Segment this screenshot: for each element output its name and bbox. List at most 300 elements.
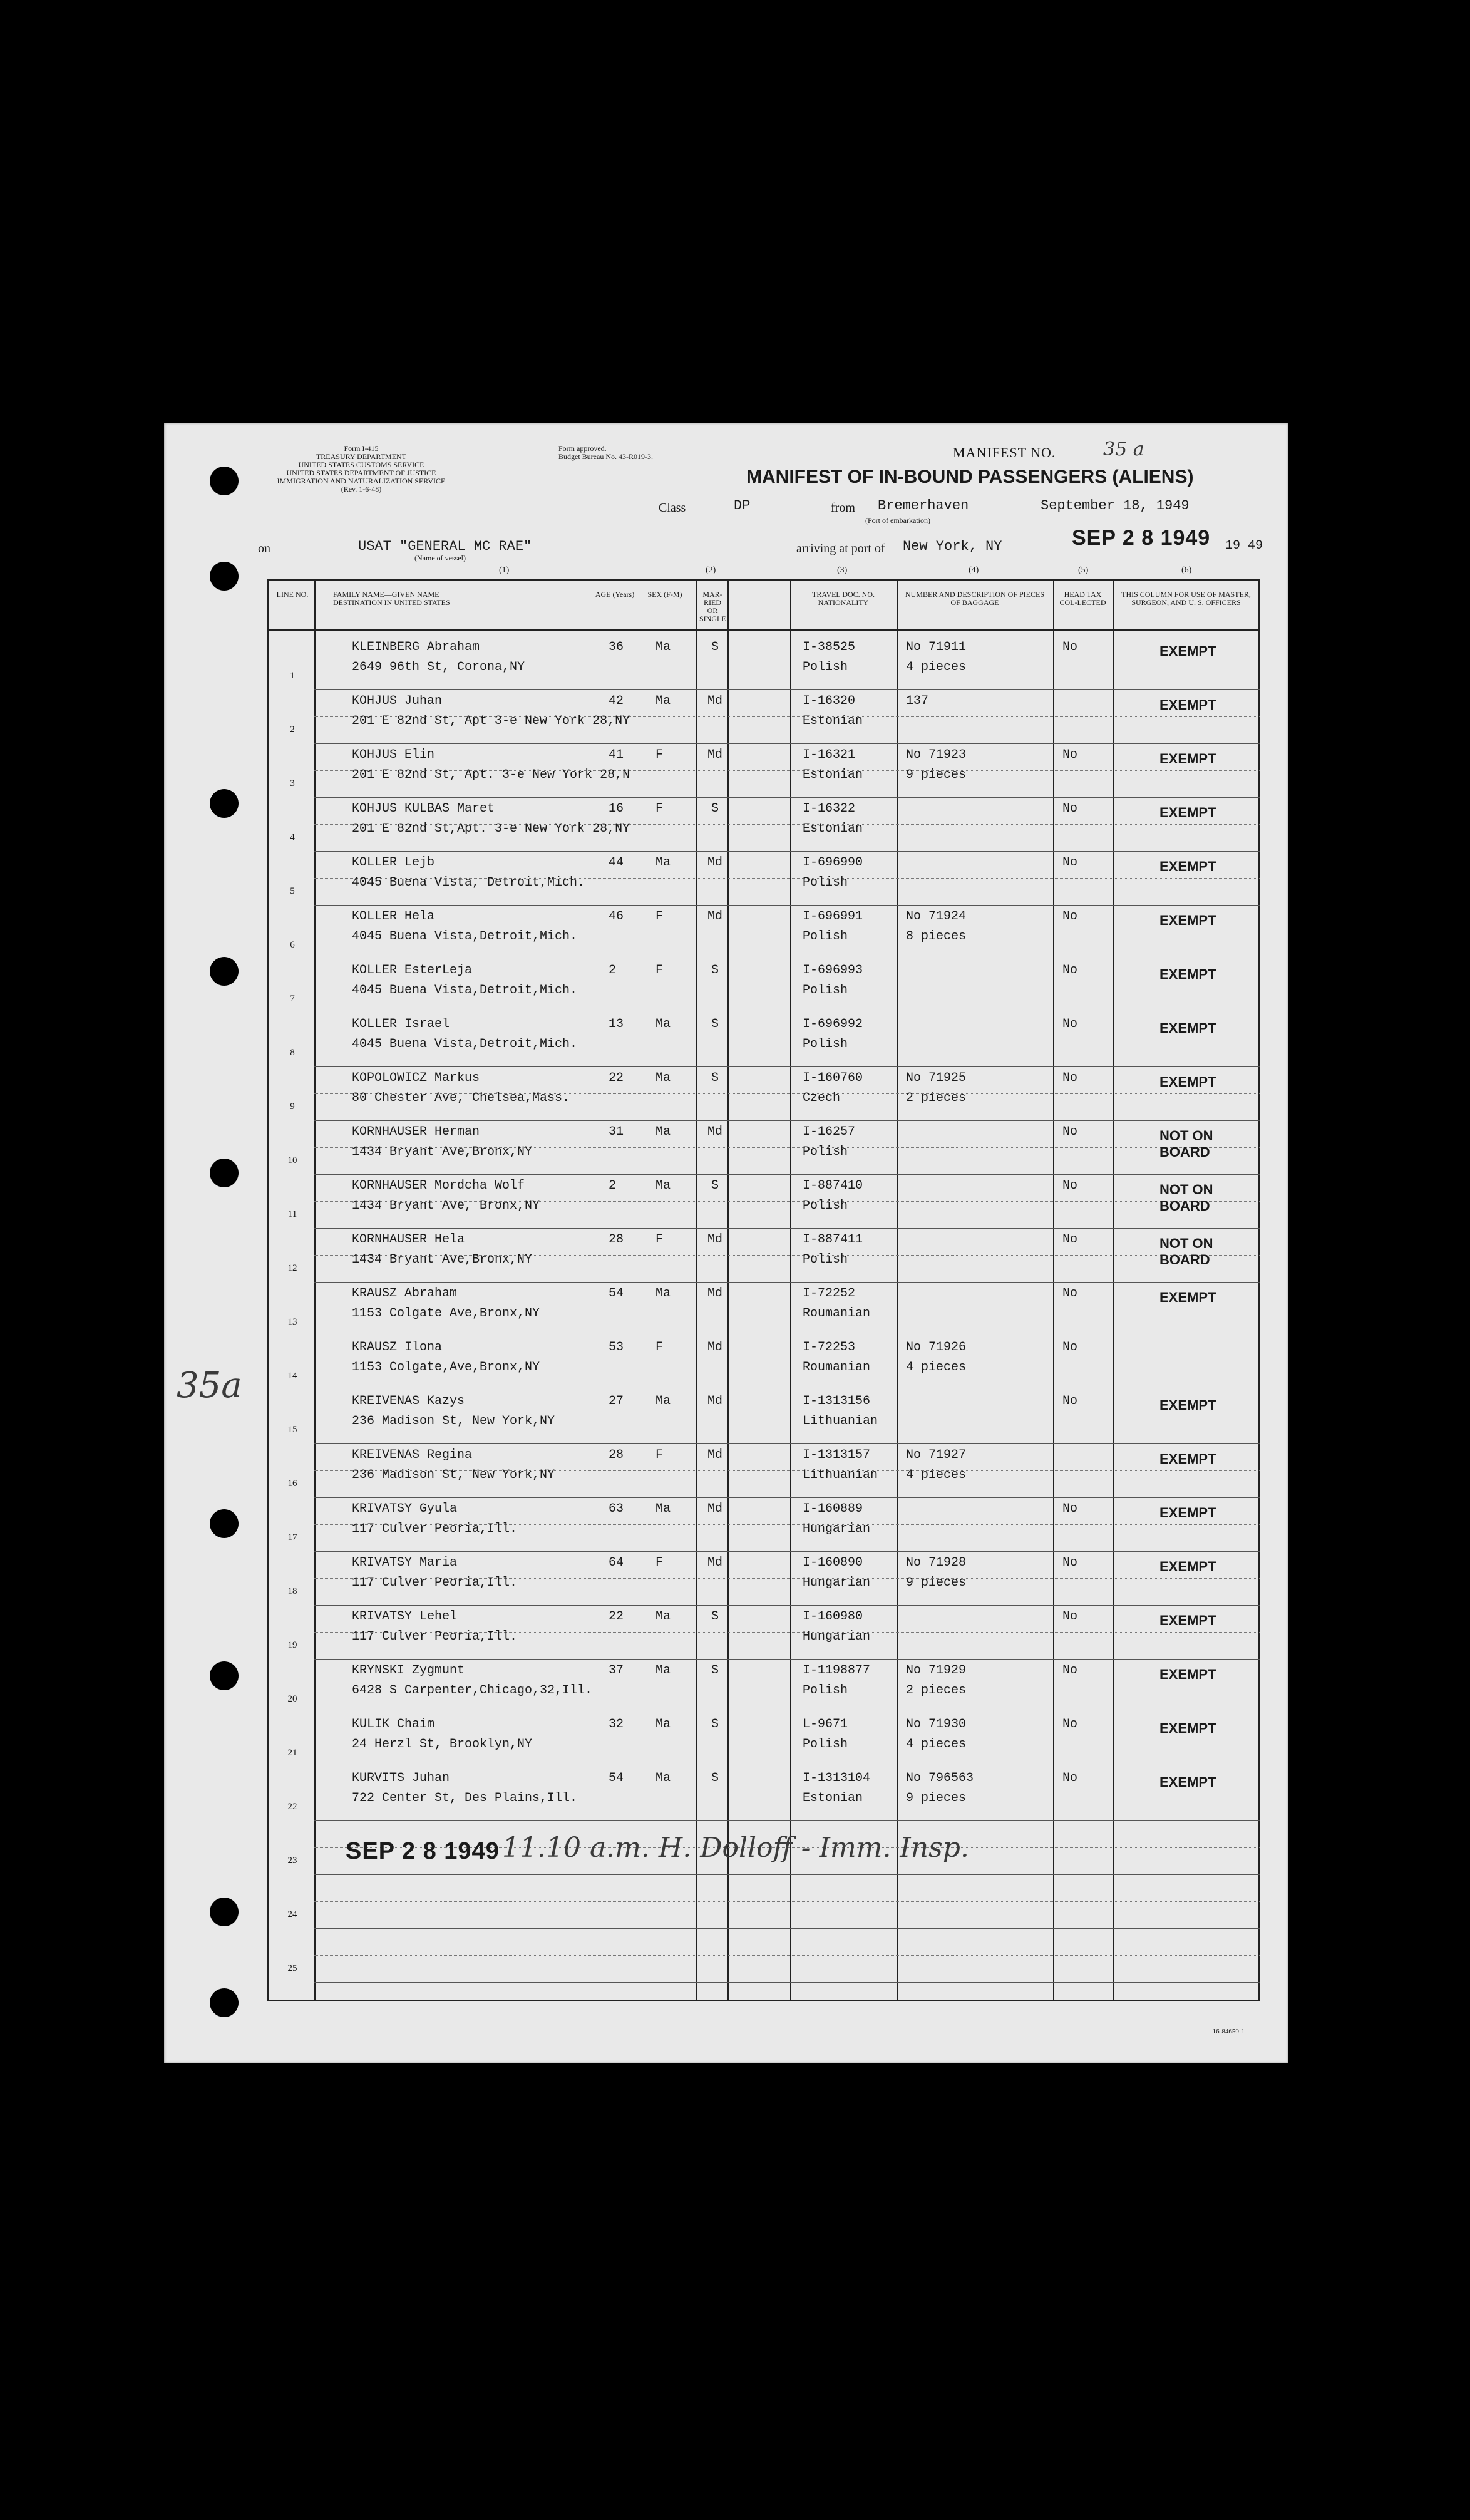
head-tax: No <box>1062 1232 1078 1247</box>
officer-note: EXEMPT <box>1159 751 1216 767</box>
column-header-sex: SEX (F-M) <box>647 590 682 599</box>
travel-doc-no: I-1313156 <box>803 1394 871 1408</box>
passenger-sex: Ma <box>655 1017 671 1031</box>
passenger-sex: Ma <box>655 1502 671 1516</box>
baggage-number: No 71927 <box>906 1448 967 1462</box>
manifest-page <box>164 423 1288 2063</box>
passenger-sex: F <box>655 909 664 924</box>
passenger-age: 54 <box>609 1286 624 1301</box>
approval-line-2: Budget Bureau No. 43-R019-3. <box>558 452 653 461</box>
column-number: (5) <box>1078 565 1089 575</box>
passenger-name: KURVITS Juhan <box>352 1771 450 1785</box>
nationality: Roumanian <box>803 1306 871 1321</box>
passenger-sex: Ma <box>655 1179 671 1193</box>
passenger-destination: 236 Madison St, New York,NY <box>352 1414 555 1428</box>
baggage-number: No 71929 <box>906 1663 967 1678</box>
head-tax: No <box>1062 855 1078 870</box>
passenger-sex: Ma <box>655 1125 671 1139</box>
marital-status: Md <box>707 1448 722 1462</box>
passenger-destination: 201 E 82nd St, Apt. 3-e New York 28,N <box>352 768 630 782</box>
line-number: 8 <box>290 1048 295 1058</box>
passenger-name: KORNHAUSER Hela <box>352 1232 465 1247</box>
nationality: Polish <box>803 875 848 890</box>
row-divider <box>314 851 1260 852</box>
nationality: Polish <box>803 929 848 944</box>
line-number: 2 <box>290 725 295 735</box>
nationality: Lithuanian <box>803 1414 878 1428</box>
marital-status: S <box>711 1609 719 1624</box>
passenger-destination: 2649 96th St, Corona,NY <box>352 660 525 674</box>
passenger-sex: Ma <box>655 640 671 654</box>
passenger-destination: 24 Herzl St, Brooklyn,NY <box>352 1737 533 1752</box>
punch-hole <box>210 1898 239 1926</box>
class-value: DP <box>734 498 751 514</box>
passenger-sex: F <box>655 1232 664 1247</box>
passenger-destination: 236 Madison St, New York,NY <box>352 1468 555 1482</box>
column-header-name: FAMILY NAME—GIVEN NAME DESTINATION IN UNITED STATES <box>333 590 450 607</box>
nationality: Czech <box>803 1091 841 1105</box>
passenger-destination: 4045 Buena Vista,Detroit,Mich. <box>352 929 578 944</box>
passenger-name: KLEINBERG Abraham <box>352 640 480 654</box>
passenger-name: KOLLER Hela <box>352 909 435 924</box>
head-tax: No <box>1062 1286 1078 1301</box>
baggage-pieces: 4 pieces <box>906 660 967 674</box>
officer-note: EXEMPT <box>1159 1397 1216 1413</box>
officer-note: NOT ON BOARD <box>1159 1128 1213 1160</box>
officer-note: EXEMPT <box>1159 1074 1216 1090</box>
marital-status: S <box>711 802 719 816</box>
officer-note: EXEMPT <box>1159 1020 1216 1036</box>
nationality: Lithuanian <box>803 1468 878 1482</box>
passenger-age: 28 <box>609 1448 624 1462</box>
head-tax: No <box>1062 748 1078 762</box>
officer-note: EXEMPT <box>1159 859 1216 874</box>
passenger-sex: Ma <box>655 1771 671 1785</box>
passenger-name: KORNHAUSER Mordcha Wolf <box>352 1179 525 1193</box>
head-tax: No <box>1062 640 1078 654</box>
class-label: Class <box>659 501 686 515</box>
line-number: 11 <box>287 1209 297 1219</box>
baggage-number: 137 <box>906 694 929 708</box>
officer-note: EXEMPT <box>1159 1451 1216 1467</box>
travel-doc-no: I-1313157 <box>803 1448 871 1462</box>
passenger-sex: F <box>655 963 664 978</box>
dept-line-1: TREASURY DEPARTMENT <box>316 452 407 461</box>
head-tax: No <box>1062 963 1078 978</box>
line-number: 4 <box>290 832 295 842</box>
line-number: 18 <box>287 1586 297 1596</box>
nationality: Polish <box>803 983 848 998</box>
baggage-pieces: 9 pieces <box>906 1576 967 1590</box>
travel-doc-no: I-160760 <box>803 1071 863 1085</box>
marital-status: S <box>711 1717 719 1732</box>
passenger-age: 16 <box>609 802 624 816</box>
marital-status: Md <box>707 1502 722 1516</box>
column-header-line: LINE NO. <box>276 590 309 599</box>
head-tax: No <box>1062 1071 1078 1085</box>
arrival-port: New York, NY <box>903 539 1002 554</box>
nationality: Polish <box>803 1683 848 1698</box>
head-tax: No <box>1062 1340 1078 1355</box>
officer-note: EXEMPT <box>1159 966 1216 982</box>
margin-note: 35a <box>177 1365 242 1406</box>
port-caption: (Port of embarkation) <box>865 516 930 525</box>
officer-note: EXEMPT <box>1159 1505 1216 1521</box>
passenger-sex: F <box>655 748 664 762</box>
officer-note: EXEMPT <box>1159 643 1216 659</box>
line-number: 21 <box>287 1748 297 1758</box>
nationality: Estonian <box>803 822 863 836</box>
passenger-name: KREIVENAS Kazys <box>352 1394 465 1408</box>
line-number: 15 <box>287 1425 297 1435</box>
column-number: (4) <box>969 565 979 575</box>
travel-doc-no: I-160890 <box>803 1556 863 1570</box>
column-number: (6) <box>1181 565 1192 575</box>
officer-note: EXEMPT <box>1159 697 1216 713</box>
passenger-name: KOPOLOWICZ Markus <box>352 1071 480 1085</box>
travel-doc-no: I-38525 <box>803 640 856 654</box>
row-divider <box>314 1551 1260 1552</box>
manifest-label: MANIFEST NO. <box>953 445 1056 460</box>
line-number: 17 <box>287 1532 297 1542</box>
officer-note: EXEMPT <box>1159 1613 1216 1628</box>
officer-note: EXEMPT <box>1159 805 1216 820</box>
travel-doc-no: I-160889 <box>803 1502 863 1516</box>
passenger-age: 22 <box>609 1609 624 1624</box>
line-number: 19 <box>287 1640 297 1650</box>
inspection-date-stamp: SEP 2 8 1949 <box>346 1838 500 1864</box>
row-divider <box>314 1228 1260 1229</box>
line-number: 1 <box>290 671 295 681</box>
row-divider <box>314 1066 1260 1067</box>
column-header-headtax: HEAD TAX COL-LECTED <box>1059 590 1106 607</box>
head-tax: No <box>1062 802 1078 816</box>
passenger-destination: 117 Culver Peoria,Ill. <box>352 1629 518 1644</box>
passenger-age: 44 <box>609 855 624 870</box>
travel-doc-no: I-72252 <box>803 1286 856 1301</box>
baggage-pieces: 4 pieces <box>906 1737 967 1752</box>
travel-doc-no: I-16257 <box>803 1125 856 1139</box>
arriving-label: arriving at port of <box>796 542 885 555</box>
passenger-name: KOHJUS Elin <box>352 748 435 762</box>
passenger-destination: 4045 Buena Vista, Detroit,Mich. <box>352 875 585 890</box>
passenger-sex: Ma <box>655 694 671 708</box>
line-number: 22 <box>287 1802 297 1812</box>
line-number: 10 <box>287 1155 297 1165</box>
passenger-name: KOLLER EsterLeja <box>352 963 473 978</box>
passenger-destination: 201 E 82nd St,Apt. 3-e New York 28,NY <box>352 822 630 836</box>
marital-status: S <box>711 963 719 978</box>
passenger-age: 46 <box>609 909 624 924</box>
passenger-age: 37 <box>609 1663 624 1678</box>
line-number: 23 <box>287 1856 297 1866</box>
form-id: Form I-415 <box>344 444 379 453</box>
row-divider <box>314 1928 1260 1929</box>
page-title: MANIFEST OF IN-BOUND PASSENGERS (ALIENS) <box>746 467 1194 487</box>
passenger-sex: Ma <box>655 1286 671 1301</box>
head-tax: No <box>1062 1771 1078 1785</box>
travel-doc-no: I-887411 <box>803 1232 863 1247</box>
marital-status: S <box>711 640 719 654</box>
marital-status: Md <box>707 909 722 924</box>
line-number: 6 <box>290 940 295 950</box>
nationality: Estonian <box>803 1791 863 1805</box>
passenger-destination: 201 E 82nd St, Apt 3-e New York 28,NY <box>352 714 630 728</box>
marital-status: Md <box>707 1556 722 1570</box>
passenger-sex: Ma <box>655 1609 671 1624</box>
passenger-age: 41 <box>609 748 624 762</box>
baggage-number: No 71930 <box>906 1717 967 1732</box>
line-number: 7 <box>290 994 295 1004</box>
passenger-destination: 117 Culver Peoria,Ill. <box>352 1522 518 1536</box>
officer-note: EXEMPT <box>1159 1720 1216 1736</box>
arrival-date-stamp: SEP 2 8 1949 <box>1072 526 1211 550</box>
passenger-name: KREIVENAS Regina <box>352 1448 473 1462</box>
travel-doc-no: I-16322 <box>803 802 856 816</box>
travel-doc-no: I-72253 <box>803 1340 856 1355</box>
passenger-destination: 1434 Bryant Ave,Bronx,NY <box>352 1145 533 1159</box>
passenger-name: KORNHAUSER Herman <box>352 1125 480 1139</box>
marital-status: S <box>711 1663 719 1678</box>
passenger-destination: 1153 Colgate Ave,Bronx,NY <box>352 1306 540 1321</box>
passenger-destination: 1434 Bryant Ave,Bronx,NY <box>352 1252 533 1267</box>
footer-code: 16-84650-1 <box>1212 2028 1245 2035</box>
passenger-age: 32 <box>609 1717 624 1732</box>
officer-note: EXEMPT <box>1159 1289 1216 1305</box>
officer-note: EXEMPT <box>1159 912 1216 928</box>
passenger-age: 13 <box>609 1017 624 1031</box>
revision: (Rev. 1-6-48) <box>341 485 382 493</box>
line-number: 3 <box>290 778 295 788</box>
marital-status: Md <box>707 855 722 870</box>
punch-hole <box>210 957 239 986</box>
head-tax: No <box>1062 1017 1078 1031</box>
passenger-age: 28 <box>609 1232 624 1247</box>
marital-status: S <box>711 1071 719 1085</box>
column-header-officers: THIS COLUMN FOR USE OF MASTER, SURGEON, AND U. S. OFFICERS <box>1121 590 1251 607</box>
baggage-pieces: 4 pieces <box>906 1468 967 1482</box>
officer-note: EXEMPT <box>1159 1559 1216 1574</box>
officer-note: NOT ON BOARD <box>1159 1236 1213 1268</box>
passenger-age: 63 <box>609 1502 624 1516</box>
manifest-number: 35 a <box>1103 438 1144 460</box>
passenger-sex: Ma <box>655 1663 671 1678</box>
travel-doc-no: I-1313104 <box>803 1771 871 1785</box>
nationality: Estonian <box>803 768 863 782</box>
head-tax: No <box>1062 1125 1078 1139</box>
travel-doc-no: I-16320 <box>803 694 856 708</box>
marital-status: S <box>711 1179 719 1193</box>
passenger-name: KRAUSZ Abraham <box>352 1286 458 1301</box>
approval-line-1: Form approved. <box>558 444 607 453</box>
passenger-name: KRIVATSY Gyula <box>352 1502 458 1516</box>
nationality: Hungarian <box>803 1576 871 1590</box>
travel-doc-no: I-887410 <box>803 1179 863 1193</box>
vessel-name: USAT "GENERAL MC RAE" <box>358 539 532 554</box>
nationality: Hungarian <box>803 1629 871 1644</box>
on-label: on <box>258 542 270 555</box>
officer-note: EXEMPT <box>1159 1774 1216 1790</box>
passenger-name: KRIVATSY Maria <box>352 1556 458 1570</box>
passenger-sex: Ma <box>655 855 671 870</box>
line-number: 14 <box>287 1371 297 1381</box>
inspector-signature: 11.10 a.m. H. Dolloff - Imm. Insp. <box>502 1832 969 1864</box>
head-tax: No <box>1062 1502 1078 1516</box>
line-number: 13 <box>287 1317 297 1327</box>
marital-status: S <box>711 1017 719 1031</box>
row-divider <box>314 1497 1260 1498</box>
nationality: Polish <box>803 1199 848 1213</box>
vessel-caption: (Name of vessel) <box>414 554 466 562</box>
from-label: from <box>831 501 855 515</box>
line-number: 5 <box>290 886 295 896</box>
baggage-number: No 71911 <box>906 640 967 654</box>
baggage-pieces: 2 pieces <box>906 1683 967 1698</box>
justice-line-1: UNITED STATES DEPARTMENT OF JUSTICE <box>286 468 436 477</box>
passenger-age: 53 <box>609 1340 624 1355</box>
travel-doc-no: I-696990 <box>803 855 863 870</box>
baggage-number: No 71924 <box>906 909 967 924</box>
officer-note: EXEMPT <box>1159 1666 1216 1682</box>
row-divider <box>314 1120 1260 1121</box>
passenger-sex: F <box>655 1340 664 1355</box>
passenger-sex: Ma <box>655 1071 671 1085</box>
travel-doc-no: I-696993 <box>803 963 863 978</box>
column-header-married: MAR-RIED OR SINGLE <box>699 590 726 623</box>
baggage-pieces: 2 pieces <box>906 1091 967 1105</box>
nationality: Roumanian <box>803 1360 871 1375</box>
row-divider <box>314 1443 1260 1444</box>
line-number: 12 <box>287 1263 297 1273</box>
baggage-number: No 71928 <box>906 1556 967 1570</box>
nationality: Polish <box>803 1037 848 1051</box>
punch-hole <box>210 1509 239 1538</box>
marital-status: Md <box>707 748 722 762</box>
travel-doc-no: I-696991 <box>803 909 863 924</box>
embarkation-date: September 18, 1949 <box>1041 498 1190 514</box>
column-number: (3) <box>837 565 848 575</box>
baggage-number: No 796563 <box>906 1771 974 1785</box>
passenger-age: 22 <box>609 1071 624 1085</box>
passenger-destination: 1434 Bryant Ave, Bronx,NY <box>352 1199 540 1213</box>
line-number: 20 <box>287 1694 297 1704</box>
passenger-name: KOHJUS Juhan <box>352 694 443 708</box>
nationality: Polish <box>803 660 848 674</box>
punch-hole <box>210 467 239 495</box>
column-header-age: AGE (Years) <box>595 590 635 599</box>
travel-doc-no: I-696992 <box>803 1017 863 1031</box>
travel-doc-no: L-9671 <box>803 1717 848 1732</box>
row-divider <box>314 1874 1260 1875</box>
passenger-age: 27 <box>609 1394 624 1408</box>
dept-line-2: UNITED STATES CUSTOMS SERVICE <box>298 460 424 469</box>
line-number: 9 <box>290 1102 295 1112</box>
row-divider <box>314 905 1260 906</box>
nationality: Polish <box>803 1145 848 1159</box>
column-header-travel: TRAVEL DOC. NO. NATIONALITY <box>811 590 875 607</box>
passenger-age: 31 <box>609 1125 624 1139</box>
passenger-name: KRYNSKI Zygmunt <box>352 1663 465 1678</box>
punch-hole <box>210 562 239 591</box>
marital-status: Md <box>707 1286 722 1301</box>
row-divider <box>314 689 1260 690</box>
nationality: Polish <box>803 1252 848 1267</box>
passenger-name: KOLLER Lejb <box>352 855 435 870</box>
passenger-destination: 722 Center St, Des Plains,Ill. <box>352 1791 578 1805</box>
baggage-number: No 71923 <box>906 748 967 762</box>
marital-status: Md <box>707 1125 722 1139</box>
passenger-age: 64 <box>609 1556 624 1570</box>
column-number: (1) <box>499 565 510 575</box>
line-number: 16 <box>287 1479 297 1489</box>
baggage-pieces: 8 pieces <box>906 929 967 944</box>
marital-status: Md <box>707 1340 722 1355</box>
embarkation-port: Bremerhaven <box>878 498 969 514</box>
head-tax: No <box>1062 1556 1078 1570</box>
arrival-year: 19 49 <box>1225 539 1263 553</box>
passenger-name: KOLLER Israel <box>352 1017 450 1031</box>
punch-hole <box>210 1661 239 1690</box>
row-divider <box>314 1659 1260 1660</box>
passenger-sex: Ma <box>655 1394 671 1408</box>
marital-status: Md <box>707 1394 722 1408</box>
column-number: (2) <box>706 565 716 575</box>
row-midline <box>314 1955 1260 1956</box>
punch-hole <box>210 1988 239 2017</box>
passenger-age: 36 <box>609 640 624 654</box>
baggage-number: No 71926 <box>906 1340 967 1355</box>
row-divider <box>314 1605 1260 1606</box>
head-tax: No <box>1062 1394 1078 1408</box>
approval-block <box>558 445 653 461</box>
marital-status: S <box>711 1771 719 1785</box>
nationality: Polish <box>803 1737 848 1752</box>
passenger-destination: 4045 Buena Vista,Detroit,Mich. <box>352 1037 578 1051</box>
passenger-table <box>267 565 1260 2001</box>
passenger-name: KULIK Chaim <box>352 1717 435 1732</box>
passenger-name: KRIVATSY Lehel <box>352 1609 458 1624</box>
row-divider <box>314 797 1260 798</box>
column-header-baggage: NUMBER AND DESCRIPTION OF PIECES OF BAGGAGE <box>905 590 1045 607</box>
head-tax: No <box>1062 1717 1078 1732</box>
head-tax: No <box>1062 1179 1078 1193</box>
officer-note: NOT ON BOARD <box>1159 1182 1213 1214</box>
row-divider <box>314 1982 1260 1983</box>
marital-status: Md <box>707 694 722 708</box>
row-midline <box>314 1901 1260 1902</box>
row-divider <box>314 1282 1260 1283</box>
baggage-pieces: 9 pieces <box>906 1791 967 1805</box>
travel-doc-no: I-160980 <box>803 1609 863 1624</box>
passenger-sex: Ma <box>655 1717 671 1732</box>
passenger-destination: 1153 Colgate,Ave,Bronx,NY <box>352 1360 540 1375</box>
nationality: Estonian <box>803 714 863 728</box>
passenger-age: 54 <box>609 1771 624 1785</box>
baggage-number: No 71925 <box>906 1071 967 1085</box>
row-divider <box>314 743 1260 744</box>
passenger-age: 2 <box>609 963 617 978</box>
passenger-name: KOHJUS KULBAS Maret <box>352 802 495 816</box>
marital-status: Md <box>707 1232 722 1247</box>
passenger-sex: F <box>655 1448 664 1462</box>
passenger-age: 2 <box>609 1179 617 1193</box>
head-tax: No <box>1062 1609 1078 1624</box>
punch-hole <box>210 1159 239 1187</box>
baggage-pieces: 4 pieces <box>906 1360 967 1375</box>
passenger-destination: 80 Chester Ave, Chelsea,Mass. <box>352 1091 570 1105</box>
travel-doc-no: I-1198877 <box>803 1663 871 1678</box>
passenger-destination: 4045 Buena Vista,Detroit,Mich. <box>352 983 578 998</box>
